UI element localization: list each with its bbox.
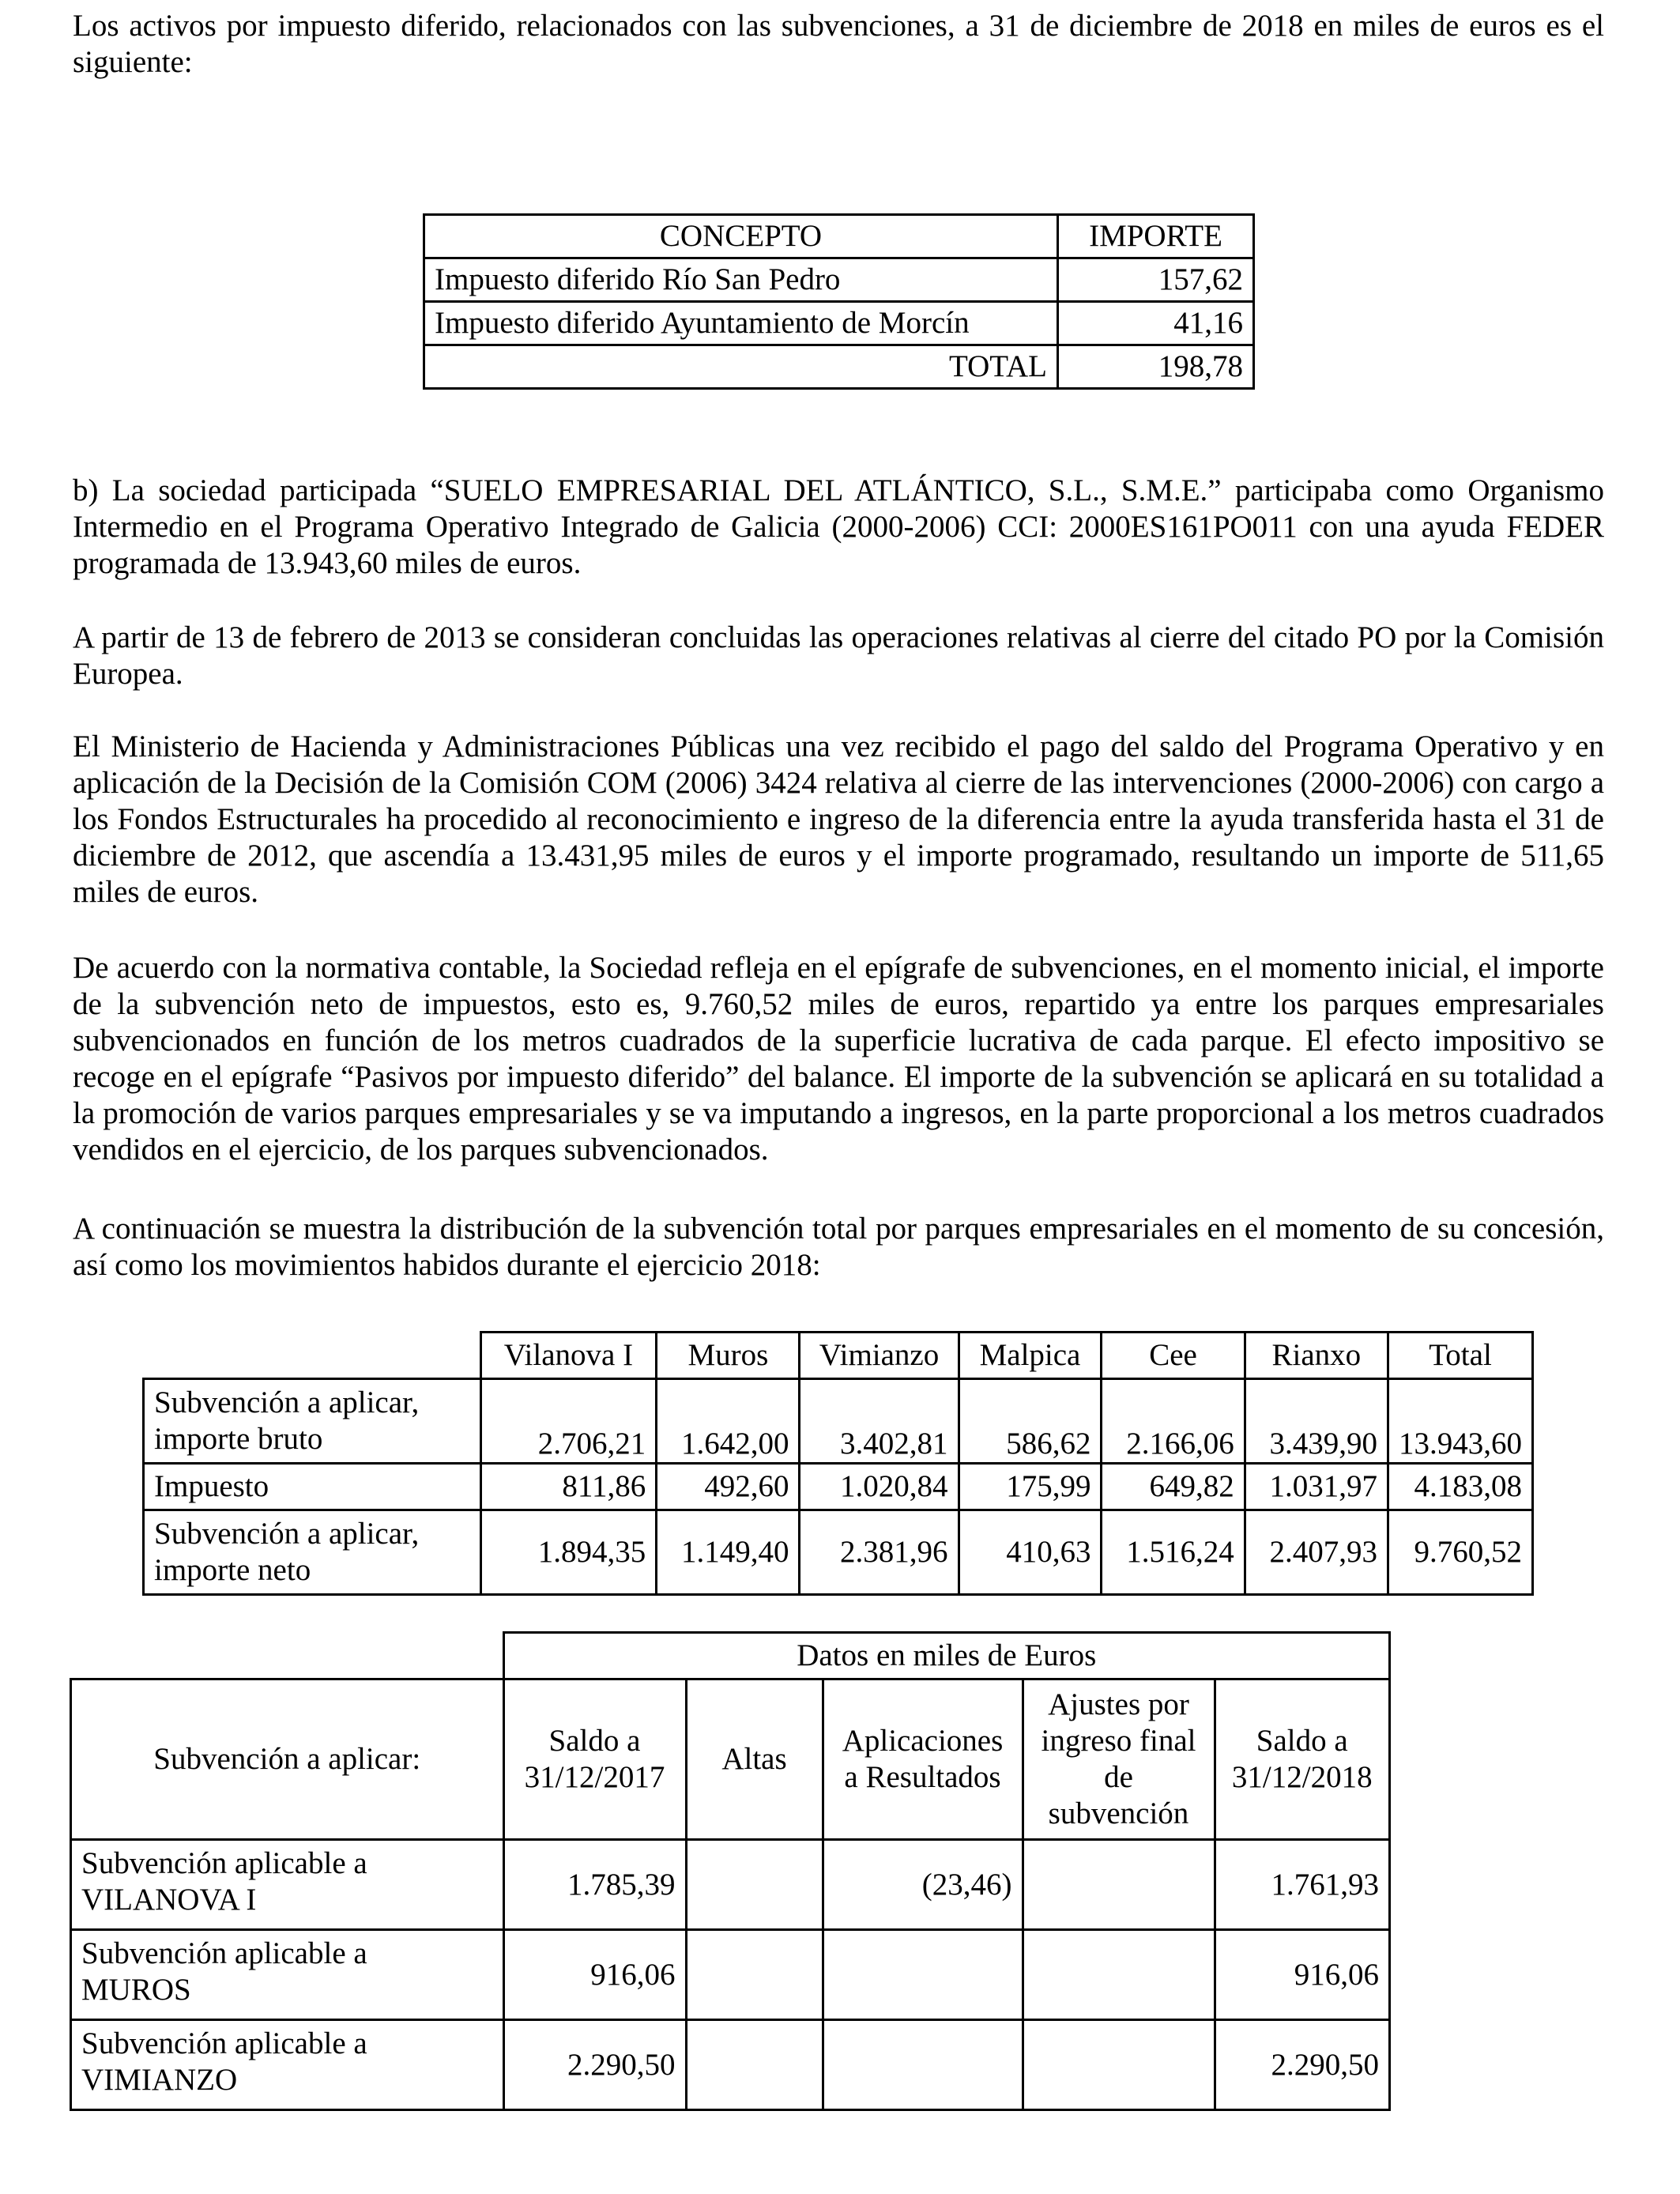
value-cell: 811,86 <box>480 1464 657 1510</box>
concept-cell: Impuesto diferido Río San Pedro <box>424 258 1058 302</box>
value-cell: 9.760,52 <box>1388 1510 1533 1595</box>
value-cell <box>686 1930 823 2020</box>
header-concepto: CONCEPTO <box>424 215 1058 258</box>
total-label: TOTAL <box>424 345 1058 389</box>
row-header: Subvención a aplicar: <box>71 1679 504 1840</box>
value-cell: 649,82 <box>1102 1464 1245 1510</box>
column-header: Saldo a 31/12/2017 <box>503 1679 686 1840</box>
paragraph-ministerio: El Ministerio de Hacienda y Administraciones Públicas una vez recibido el pago del saldo del Programa Operativo y en aplicación de la Decisión de la Comisión COM (2006) 3424 relativa al cierre de las intervenciones (2000-2006) con cargo a los Fondos Estructurales ha procedido al reconocimiento e ingreso de la diferencia entre la ayuda transferida hasta el 31 de diciembre de 2012, que ascendía a 13.431,95 miles de euros y el importe programado, resultando un importe de 511,65 miles de euros. <box>73 729 1604 909</box>
value-cell: 1.516,24 <box>1102 1510 1245 1595</box>
amount-cell: 41,16 <box>1058 302 1254 345</box>
value-cell <box>686 2020 823 2110</box>
value-cell <box>1023 1930 1215 2020</box>
value-cell: 2.381,96 <box>800 1510 959 1595</box>
paragraph-normativa: De acuerdo con la normativa contable, la Sociedad refleja en el epígrafe de subvenciones, en el momento inicial, el importe de la subvención neto de impuestos, esto es, 9.760,52 miles de euros, repartido ya entre los parques empresariales subvencionados en función de los metros cuadrados de la superficie lucrativa de cada parque. El efecto impositivo se recoge en el epígrafe “Pasivos por impuesto diferido” del balance. El importe de la subvención se aplicará en su totalidad a la promoción de varios parques empresariales y se va imputando a ingresos, en la parte proporcional a los metros cuadrados vendidos en el ejercicio, de los parques subvencionados. <box>73 951 1604 1167</box>
row-label: Subvención a aplicar, importe bruto <box>144 1379 481 1464</box>
paragraph-b: b) La sociedad participada “SUELO EMPRESARIAL DEL ATLÁNTICO, S.L., S.M.E.” participaba como Organismo Intermedio en el Programa Operativo Integrado de Galicia (2000-2006) CCI: 2000ES161PO011 con una ayuda FEDER programada de 13.943,60 miles de euros. <box>73 473 1604 580</box>
row-label: Subvención aplicable a VIMIANZO <box>71 2020 504 2110</box>
paragraph-cierre: A partir de 13 de febrero de 2013 se consideran concluidas las operaciones relativas al cierre del citado PO por la Comisión Europea. <box>73 620 1604 691</box>
park-header: Vilanova I <box>480 1333 657 1379</box>
value-cell: (23,46) <box>823 1840 1023 1930</box>
column-header: Aplicaciones a Resultados <box>823 1679 1023 1840</box>
park-header: Muros <box>657 1333 800 1379</box>
value-cell: 3.402,81 <box>800 1379 959 1464</box>
value-cell: 2.166,06 <box>1102 1379 1245 1464</box>
amount-cell: 157,62 <box>1058 258 1254 302</box>
concept-cell: Impuesto diferido Ayuntamiento de Morcín <box>424 302 1058 345</box>
column-header: Saldo a 31/12/2018 <box>1215 1679 1390 1840</box>
paragraph-intro: Los activos por impuesto diferido, relacionados con las subvenciones, a 31 de diciembre de 2018 en miles de euros es el siguiente: <box>73 9 1604 79</box>
park-header: Rianxo <box>1245 1333 1388 1379</box>
subsidy-distribution-table <box>142 1331 1534 1596</box>
value-cell: 4.183,08 <box>1388 1464 1533 1510</box>
value-cell: 410,63 <box>959 1510 1102 1595</box>
row-label: Subvención aplicable a VILANOVA I <box>71 1840 504 1930</box>
value-cell: 1.149,40 <box>657 1510 800 1595</box>
park-header: Malpica <box>959 1333 1102 1379</box>
column-header: Ajustes por ingreso final de subvención <box>1023 1679 1215 1840</box>
value-cell <box>1023 2020 1215 2110</box>
value-cell: 492,60 <box>657 1464 800 1510</box>
value-cell: 2.407,93 <box>1245 1510 1388 1595</box>
value-cell: 916,06 <box>1215 1930 1390 2020</box>
value-cell: 1.642,00 <box>657 1379 800 1464</box>
row-label: Subvención aplicable a MUROS <box>71 1930 504 2020</box>
park-header: Total <box>1388 1333 1533 1379</box>
value-cell: 2.290,50 <box>503 2020 686 2110</box>
value-cell: 2.290,50 <box>1215 2020 1390 2110</box>
units-header: Datos en miles de Euros <box>503 1633 1390 1679</box>
value-cell: 1.761,93 <box>1215 1840 1390 1930</box>
value-cell: 175,99 <box>959 1464 1102 1510</box>
value-cell: 13.943,60 <box>1388 1379 1533 1464</box>
value-cell <box>686 1840 823 1930</box>
value-cell: 1.031,97 <box>1245 1464 1388 1510</box>
total-amount: 198,78 <box>1058 345 1254 389</box>
column-header: Altas <box>686 1679 823 1840</box>
value-cell: 1.785,39 <box>503 1840 686 1930</box>
row-label: Impuesto <box>144 1464 481 1510</box>
value-cell <box>823 1930 1023 2020</box>
value-cell <box>1023 1840 1215 1930</box>
header-importe: IMPORTE <box>1058 215 1254 258</box>
value-cell: 916,06 <box>503 1930 686 2020</box>
paragraph-distribucion: A continuación se muestra la distribución de la subvención total por parques empresariales en el momento de su concesión, así como los movimientos habidos durante el ejercicio 2018: <box>73 1212 1604 1282</box>
subsidy-movements-table <box>70 1631 1391 2111</box>
value-cell: 3.439,90 <box>1245 1379 1388 1464</box>
value-cell: 1.894,35 <box>480 1510 657 1595</box>
park-header: Cee <box>1102 1333 1245 1379</box>
row-label: Subvención a aplicar, importe neto <box>144 1510 481 1595</box>
value-cell: 2.706,21 <box>480 1379 657 1464</box>
value-cell <box>823 2020 1023 2110</box>
value-cell: 586,62 <box>959 1379 1102 1464</box>
deferred-tax-table <box>423 213 1255 390</box>
park-header: Vimianzo <box>800 1333 959 1379</box>
value-cell: 1.020,84 <box>800 1464 959 1510</box>
